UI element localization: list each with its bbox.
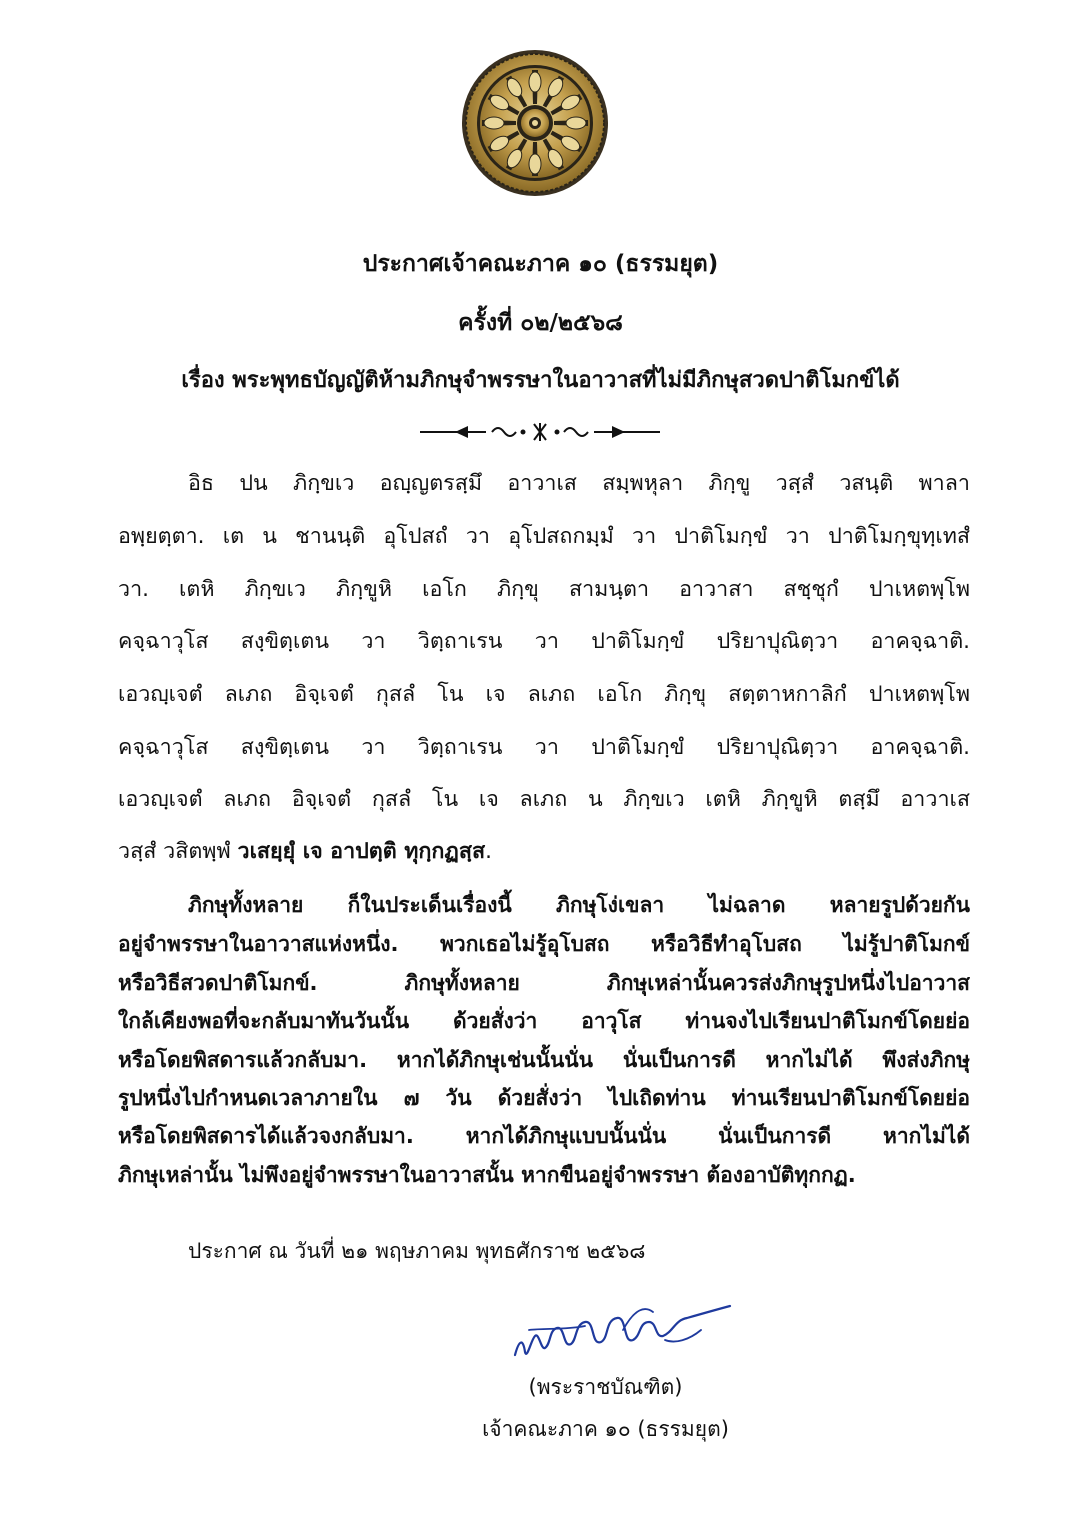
announcement-date: ประกาศ ณ วันที่ ๒๑ พฤษภาคม พุทธศักราช ๒๕๖๘ [188, 1239, 646, 1263]
thai-line-2: อยู่จำพรรษาในอาวาสแห่งหนึ่ง. พวกเธอไม่รู้อุโบสถ หรือวิธีทำอุโบสถ ไม่รู้ปาติโมกข์ [118, 932, 970, 956]
announcement-title: ประกาศเจ้าคณะภาค ๑๐ (ธรรมยุต) [362, 251, 719, 277]
signatory-name: (พระราชบัณฑิต) [528, 1375, 683, 1399]
ornament-divider-icon [420, 418, 660, 446]
pali-line-6: คจฺฉาวุโส สงฺขิตฺเตน วา วิตฺถาเรน วา ปาติโมกฺขํ ปริยาปุณิตฺวา อาคจฺฉาติ. [118, 735, 970, 760]
pali-line-2: อพฺยตฺตา. เต น ชานนฺติ อุโปสถํ วา อุโปสถกมฺมํ วา ปาติโมกฺขํ วา ปาติโมกฺขุทฺเทสํ [118, 524, 970, 549]
thai-line-1: ภิกษุทั้งหลาย ก็ในประเด็นเรื่องนี้ ภิกษุโง่เขลา ไม่ฉลาด หลายรูปด้วยกัน [188, 893, 970, 917]
pali-line-7: เอวญฺเจตํ ลเภถ อิจฺเจตํ กุสลํ โน เจ ลเภถ น ภิกฺขเว เตหิ ภิกฺขูหิ ตสฺมึ อาวาเส [118, 787, 970, 812]
pali-line-8-end: . [485, 839, 492, 864]
pali-line-8-bold: วเสยฺยุํ เจ อาปตฺติ ทุกฺกฏสฺส [237, 839, 486, 864]
thai-line-8: ภิกษุเหล่านั้น ไม่พึงอยู่จำพรรษาในอาวาสนั้น หากขืนอยู่จำพรรษา ต้องอาบัติทุกกฏ. [118, 1163, 856, 1187]
pali-line-8 [118, 836, 970, 868]
announcement-subject: เรื่อง พระพุทธบัญญัติห้ามภิกษุจำพรรษาในอาวาสที่ไม่มีภิกษุสวดปาติโมกข์ได้ [181, 368, 900, 393]
thai-line-6: รูปหนึ่งไปกำหนดเวลาภายใน ๗ วัน ด้วยสั่งว่า ไปเถิดท่าน ท่านเรียนปาติโมกข์โดยย่อ [118, 1086, 970, 1110]
signatory-position: เจ้าคณะภาค ๑๐ (ธรรมยุต) [482, 1417, 729, 1441]
pali-line-8-plain: วสฺสํ วสิตพฺพํ [118, 839, 238, 864]
thai-line-7: หรือโดยพิสดารได้แล้วจงกลับมา. หากได้ภิกษุแบบนั้นนั่น นั่นเป็นการดี หากไม่ได้ [118, 1124, 970, 1148]
thai-line-5: หรือโดยพิสดารแล้วกลับมา. หากได้ภิกษุเช่นนั้นนั่น นั่นเป็นการดี หากไม่ได้ พึงส่งภิกษุ [118, 1048, 970, 1072]
pali-line-3: วา. เตหิ ภิกฺขเว ภิกฺขูหิ เอโก ภิกฺขุ สามนฺตา อาวาสา สชฺชุกํ ปาเหตพฺโพ [118, 577, 970, 602]
pali-line-1: อิธ ปน ภิกฺขเว อญฺญตรสฺมึ อาวาเส สมฺพหุลา ภิกฺขู วสฺสํ วสนฺติ พาลา [188, 471, 970, 496]
dharma-wheel-emblem-icon [460, 48, 610, 198]
pali-line-4: คจฺฉาวุโส สงฺขิตฺเตน วา วิตฺถาเรน วา ปาติโมกฺขํ ปริยาปุณิตฺวา อาคจฺฉาติ. [118, 629, 970, 654]
pali-line-5: เอวญฺเจตํ ลเภถ อิจฺเจตํ กุสลํ โน เจ ลเภถ เอโก ภิกฺขุ สตฺตาหกาลิกํ ปาเหตพฺโพ [118, 682, 970, 707]
thai-line-3: หรือวิธีสวดปาติโมกข์. ภิกษุทั้งหลาย ภิกษุเหล่านั้นควรส่งภิกษุรูปหนึ่งไปอาวาส [118, 971, 970, 995]
thai-line-4: ใกล้เคียงพอที่จะกลับมาทันวันนั้น ด้วยสั่งว่า อาวุโส ท่านจงไปเรียนปาติโมกข์โดยย่อ [118, 1009, 970, 1033]
announcement-number: ครั้งที่ ๐๒/๒๕๖๘ [458, 310, 623, 336]
handwritten-signature-icon [505, 1300, 735, 1370]
